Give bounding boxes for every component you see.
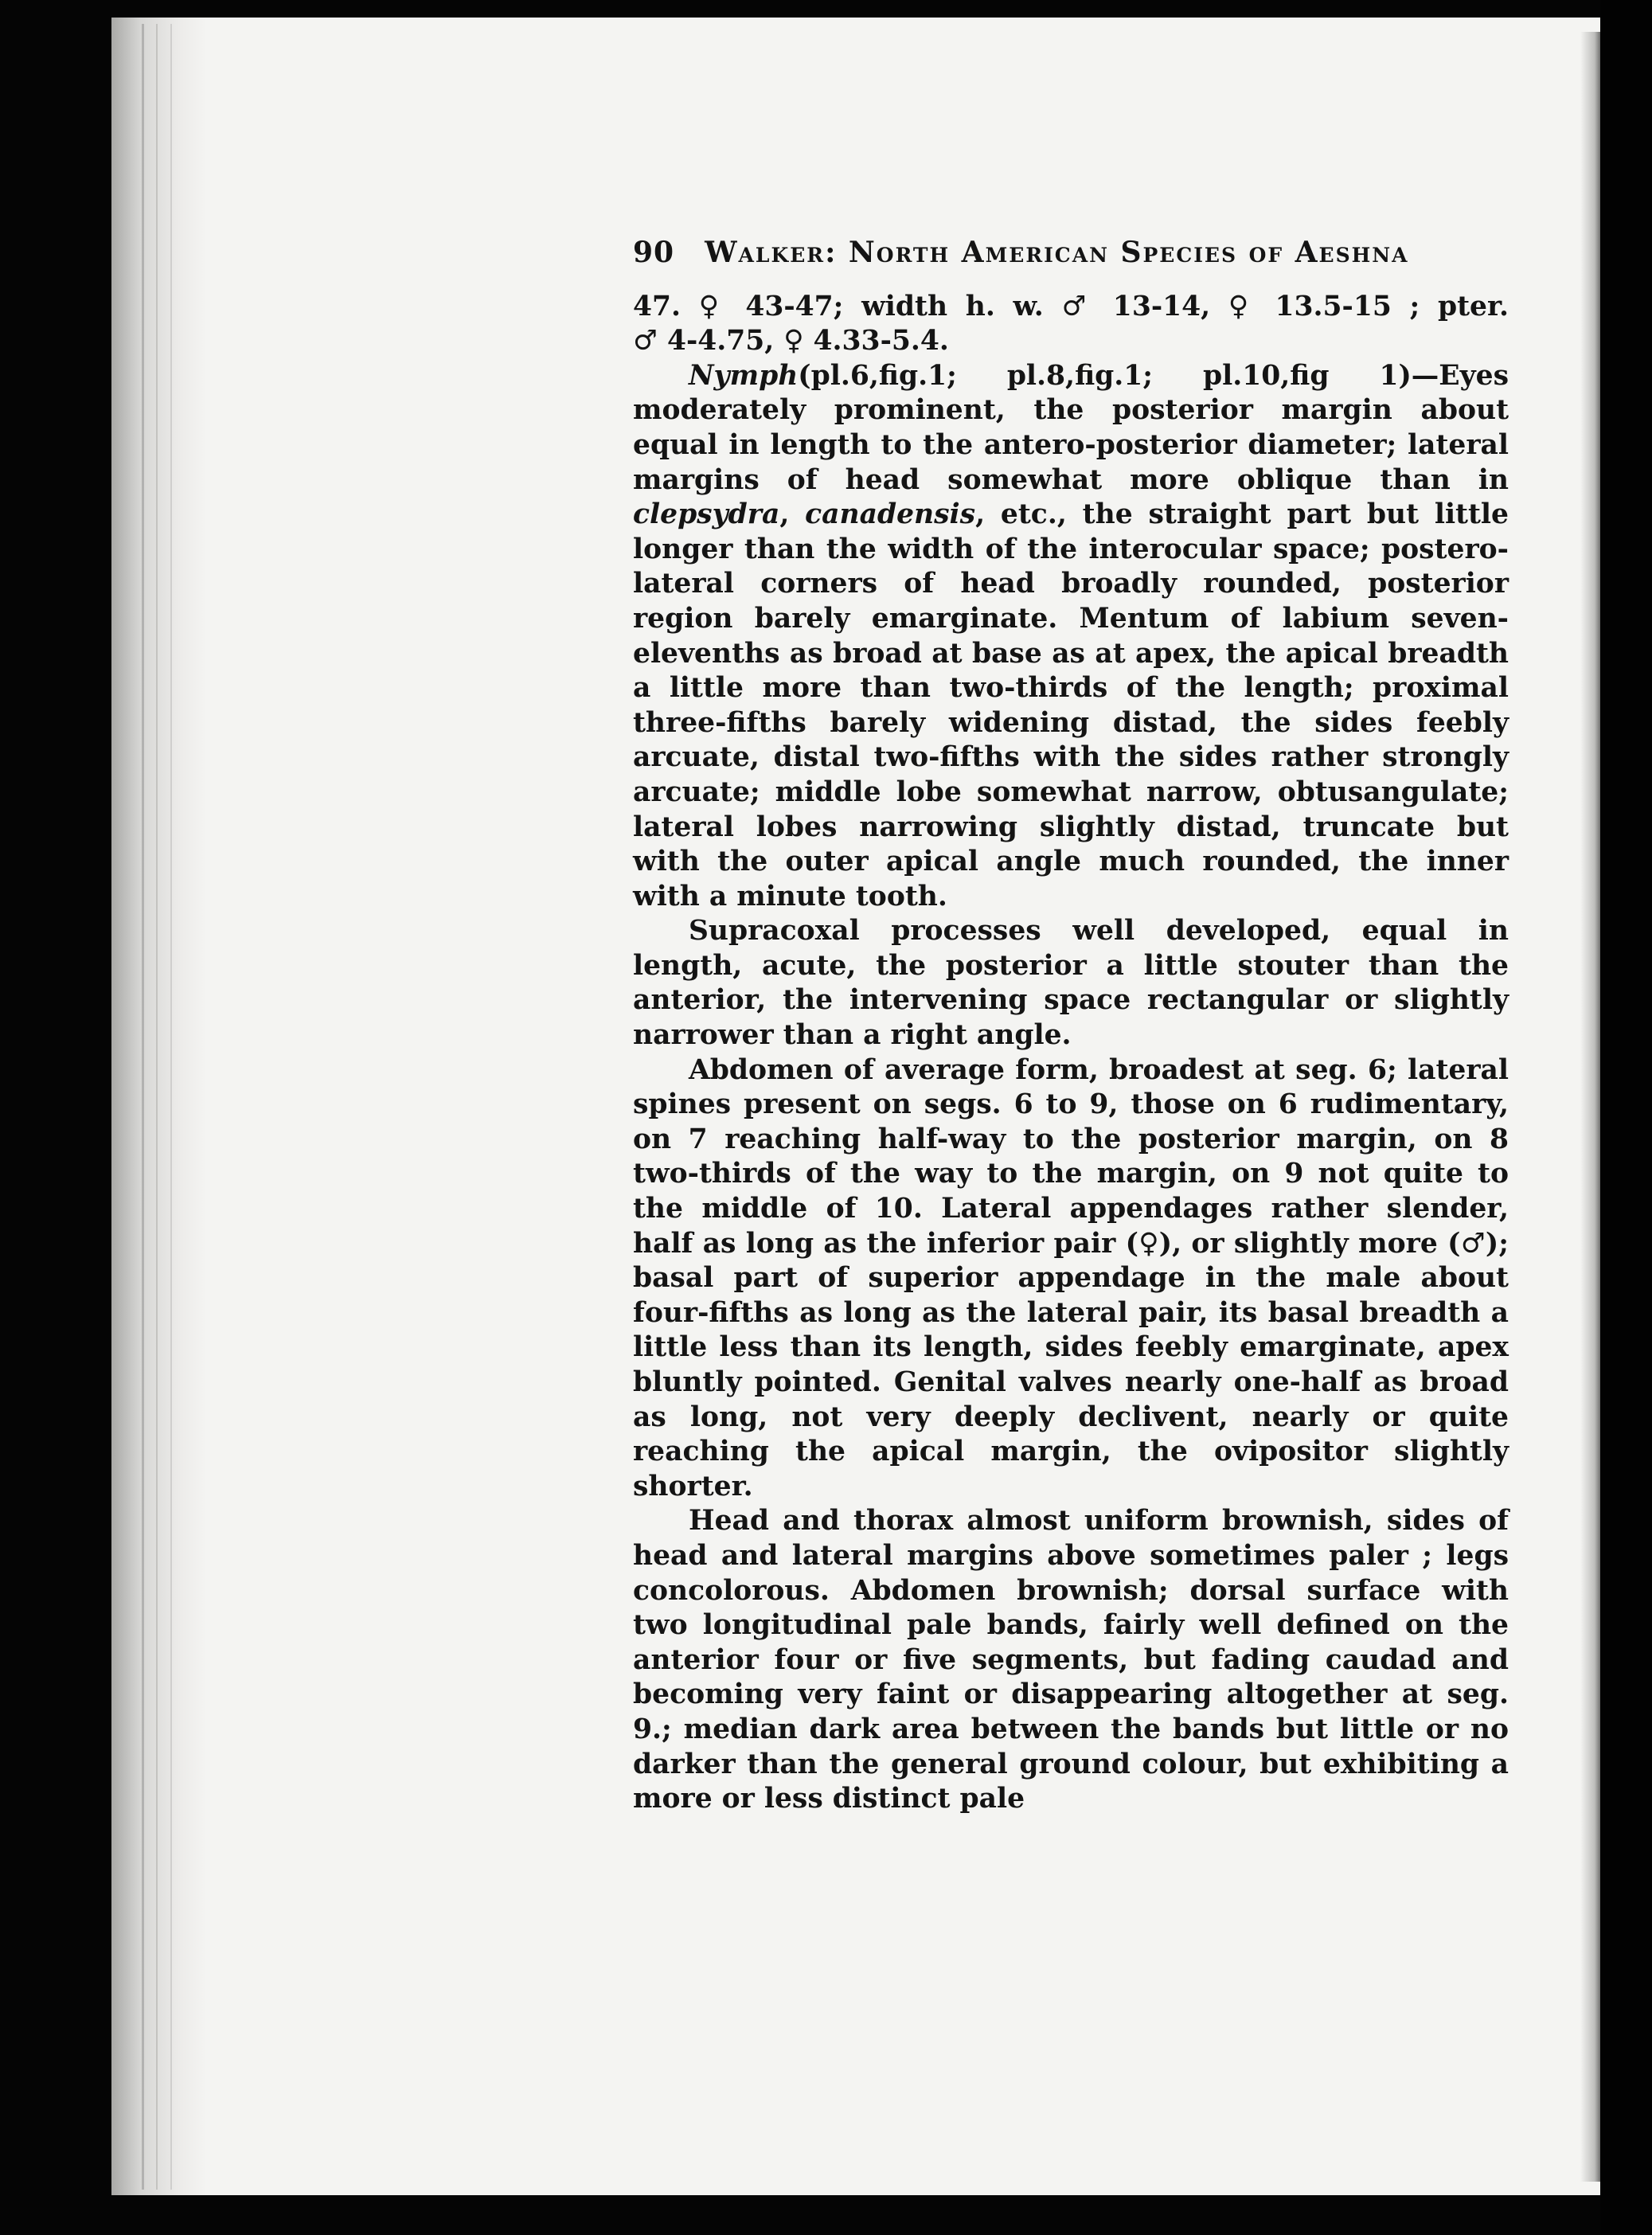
measurement-line-2: ♂ 4-4.75, ♀ 4.33-5.4. (633, 325, 949, 358)
abdomen-paragraph: Abdomen of average form, broadest at seg. 6; lateral spines present on segs. 6 to 9, those on 6 rudimentary, on 7 reaching half-way to the posterior margin, on 8 two-thirds of the way to the margin, on 9 not quite to the middle of 10. Lateral appendages rather slender, half as long as the inferior pair (♀), or slightly more (♂); basal part of superior appendage in the male about four-fifths as long as the lateral pair, its basal breadth a little less than its length, sides feebly emarginate, apex bluntly pointed. Genital valves nearly one-half as broad as long, not very deeply declivent, nearly or quite reaching the apical margin, the ovipositor slightly shorter. (633, 1053, 1509, 1502)
binding-gutter-shadow (111, 18, 207, 2195)
measurement-line-1: 47. ♀ 43-47; width h. w. ♂ 13-14, ♀ 13.5-15 ; pter. (633, 290, 1509, 322)
nymph-text-rest: , etc., the straight part but little longer than the width of the interocular space; postero-lateral corners of head broadly rounded, posterior region barely emarginate. Mentum of labium seven-elevenths as broad at base as at apex, the apical breadth a little more than two-thirds of the length; proximal three-fifths barely widening distad, the sides feebly arcuate, distal two-fifths with the sides rather strongly arcuate; middle lobe somewhat narrow, obtusangulate; lateral lobes narrowing slightly distad, truncate but with the outer apical angle much rounded, the inner with a minute tooth. (633, 498, 1509, 912)
page-number: 90 (633, 236, 675, 269)
supracoxal-paragraph: Supracoxal processes well developed, equal in length, acute, the posterior a little stouter than the anterior, the intervening space rectangular or slightly narrower than a right angle. (633, 915, 1509, 1052)
page-text (633, 236, 1509, 1817)
species-canadensis: canadensis (805, 498, 976, 531)
species-separator: , (779, 498, 806, 531)
species-clepsydra: clepsydra (633, 498, 780, 531)
binding-streak (156, 24, 158, 2190)
running-head (633, 236, 1509, 271)
nymph-paragraph (633, 359, 1509, 915)
binding-streak (170, 24, 172, 2190)
scan-background-edge (1600, 0, 1652, 2235)
binding-streak (142, 24, 144, 2190)
nymph-label: Nymph (689, 359, 799, 392)
head-thorax-paragraph: Head and thorax almost uniform brownish, sides of head and lateral margins above sometimes paler ; legs concolorous. Abdomen brownish; dorsal surface with two longitudinal pale bands, fairly well defined on the anterior four or five segments, but fading caudad and becoming very faint or disappearing altogether at seg. 9.; median dark area between the bands but little or no darker than the general ground colour, but exhibiting a more or less distinct pale (633, 1505, 1509, 1815)
running-title: Walker: North American Species of Aeshna (705, 236, 1409, 269)
nymph-text-start: (pl.6,fig.1; pl.8,fig.1; pl.10,fig 1)—Eyes moderately prominent, the posterior margin about equal in length to the antero-posterior diameter; lateral margins of head somewhat more oblique than in (633, 359, 1509, 496)
